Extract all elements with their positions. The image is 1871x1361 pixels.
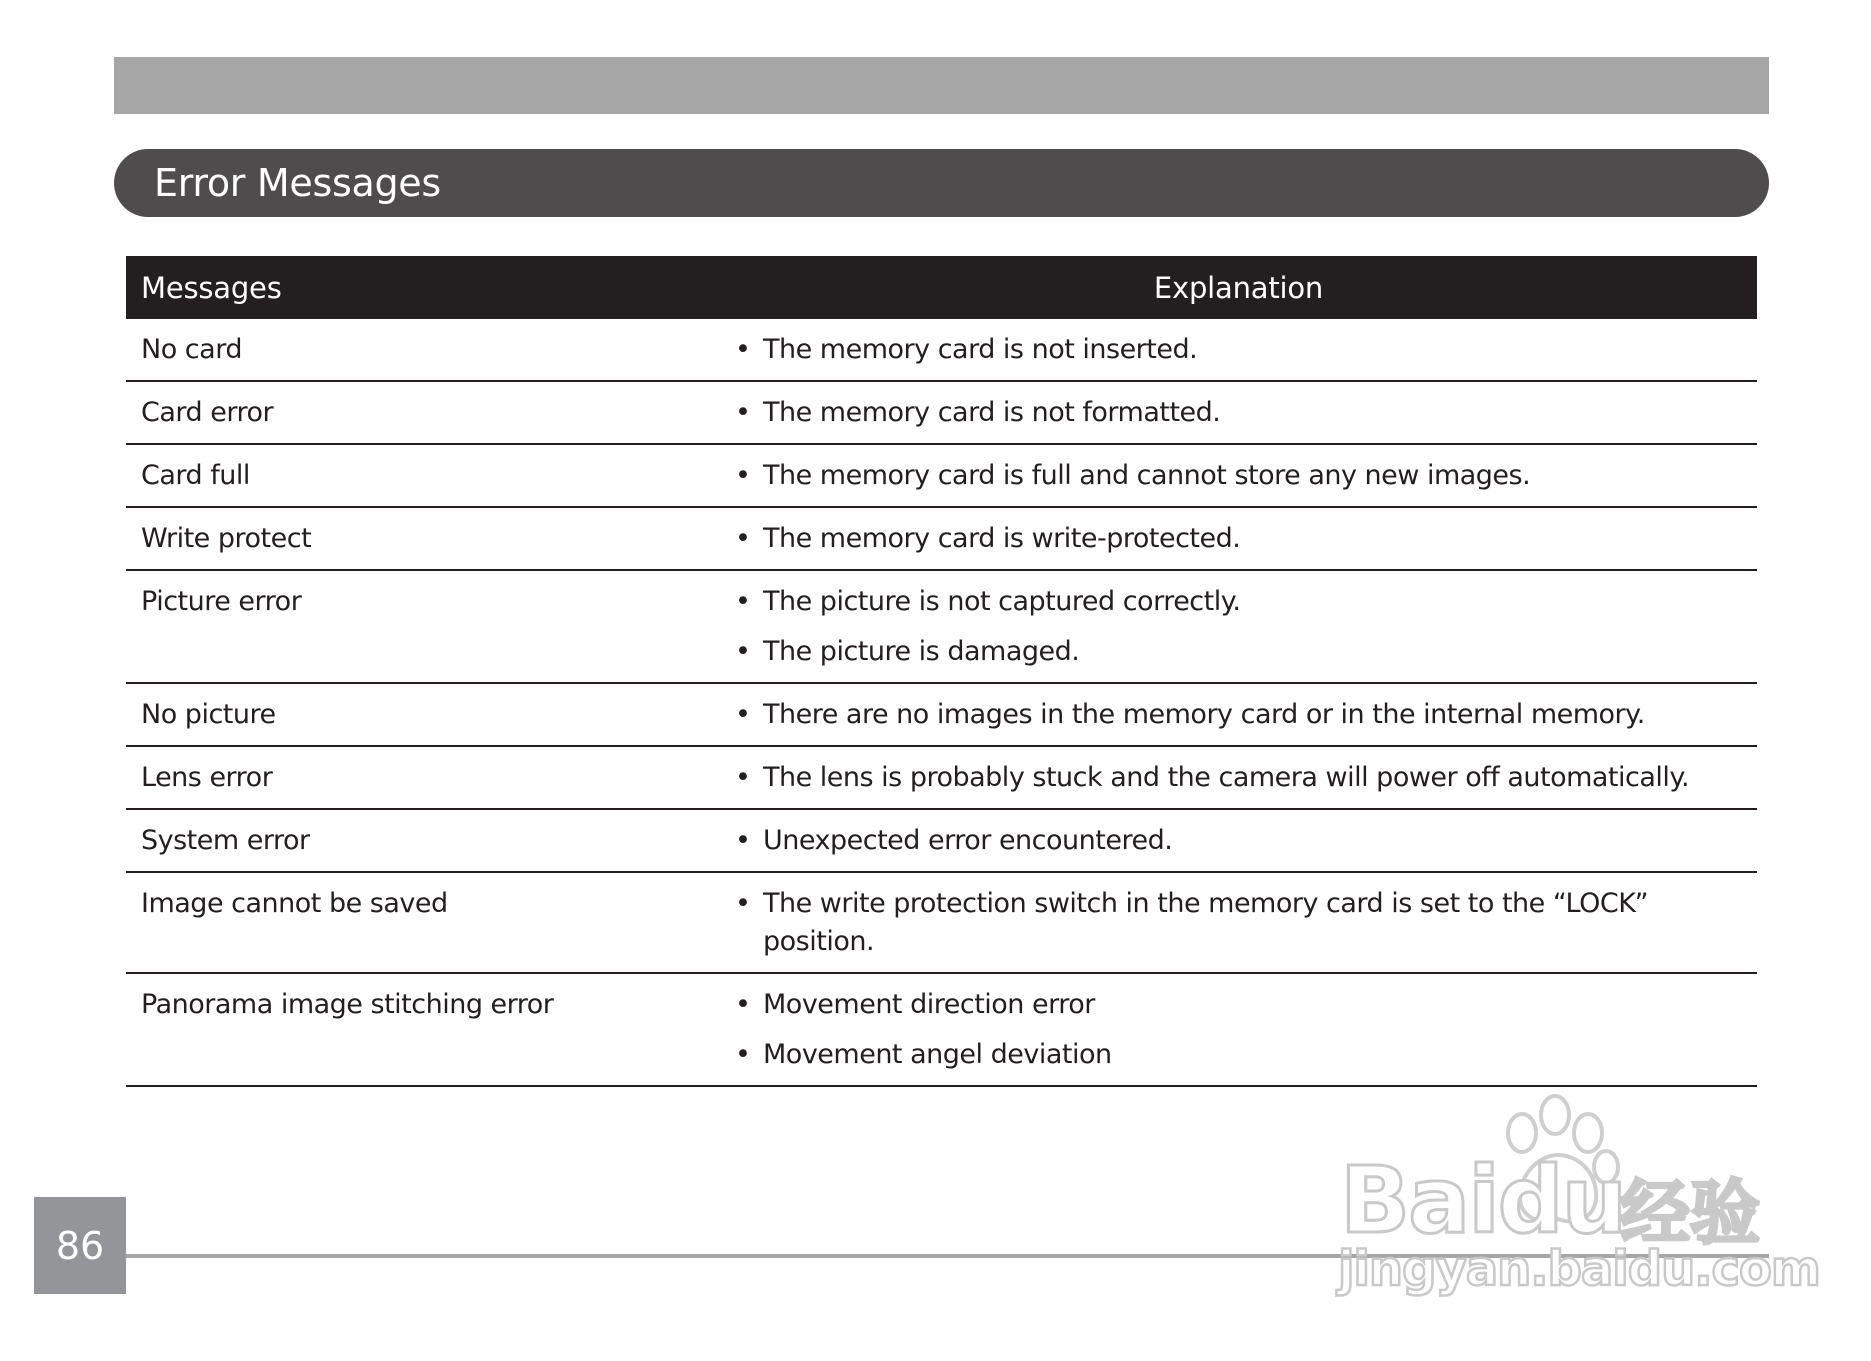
page-number-box	[34, 1197, 126, 1294]
explanation-item	[735, 759, 1742, 797]
explanation-cell	[720, 507, 1757, 570]
explanation-item	[735, 633, 1742, 671]
table-row	[126, 570, 1757, 683]
explanation-item	[735, 331, 1742, 369]
table-row	[126, 444, 1757, 507]
explanation-text: The picture is not captured correctly.	[763, 586, 1241, 617]
error-messages-table	[126, 256, 1757, 1087]
explanation-text: Unexpected error encountered.	[763, 825, 1173, 856]
explanation-list	[735, 457, 1742, 495]
table-body	[126, 319, 1757, 1086]
explanation-list	[735, 759, 1742, 797]
table-row	[126, 809, 1757, 872]
watermark-chinese: 经验	[1620, 1172, 1760, 1254]
explanation-item	[735, 696, 1742, 734]
baidu-watermark	[1330, 1085, 1820, 1305]
explanation-item	[735, 1036, 1742, 1074]
explanation-text: Movement angel deviation	[763, 1039, 1112, 1070]
explanation-list	[735, 394, 1742, 432]
table-row	[126, 507, 1757, 570]
explanation-cell	[720, 444, 1757, 507]
section-title: Error Messages	[154, 161, 441, 205]
explanation-item	[735, 986, 1742, 1024]
explanation-text: The lens is probably stuck and the camera will power off automatically.	[763, 762, 1690, 793]
explanation-item	[735, 885, 1742, 961]
message-cell: Card full	[126, 444, 720, 507]
explanation-list	[735, 331, 1742, 369]
bullet-icon: •	[735, 699, 751, 730]
table-row	[126, 381, 1757, 444]
explanation-item	[735, 457, 1742, 495]
message-cell: Picture error	[126, 570, 720, 683]
column-header-explanation: Explanation	[720, 256, 1757, 319]
message-cell: No card	[126, 319, 720, 381]
explanation-cell	[720, 872, 1757, 973]
bullet-icon: •	[735, 460, 751, 491]
table-row	[126, 319, 1757, 381]
bullet-icon: •	[735, 523, 751, 554]
message-cell: Card error	[126, 381, 720, 444]
message-cell: No picture	[126, 683, 720, 746]
explanation-text: The write protection switch in the memory card is set to the “LOCK” position.	[763, 888, 1649, 957]
explanation-list	[735, 583, 1742, 671]
explanation-text: The memory card is not formatted.	[763, 397, 1221, 428]
explanation-list	[735, 520, 1742, 558]
table-row	[126, 746, 1757, 809]
table-row	[126, 872, 1757, 973]
bullet-icon: •	[735, 762, 751, 793]
watermark-brand: Baidu	[1340, 1147, 1626, 1254]
explanation-cell	[720, 381, 1757, 444]
explanation-cell	[720, 319, 1757, 381]
column-header-messages: Messages	[126, 256, 720, 319]
explanation-list	[735, 696, 1742, 734]
explanation-cell	[720, 973, 1757, 1086]
explanation-text: The memory card is write-protected.	[763, 523, 1241, 554]
explanation-list	[735, 885, 1742, 961]
bullet-icon: •	[735, 397, 751, 428]
message-cell: Write protect	[126, 507, 720, 570]
explanation-cell	[720, 683, 1757, 746]
message-cell: System error	[126, 809, 720, 872]
bullet-icon: •	[735, 586, 751, 617]
table-row	[126, 973, 1757, 1086]
bullet-icon: •	[735, 989, 751, 1020]
bullet-icon: •	[735, 636, 751, 667]
bullet-icon: •	[735, 825, 751, 856]
explanation-list	[735, 822, 1742, 860]
message-cell: Lens error	[126, 746, 720, 809]
explanation-text: Movement direction error	[763, 989, 1095, 1020]
bullet-icon: •	[735, 888, 751, 919]
message-cell: Panorama image stitching error	[126, 973, 720, 1086]
page-number: 86	[55, 1223, 105, 1268]
table-row	[126, 683, 1757, 746]
explanation-text: The memory card is full and cannot store any new images.	[763, 460, 1531, 491]
bullet-icon: •	[735, 334, 751, 365]
explanation-list	[735, 986, 1742, 1074]
top-gray-bar	[114, 57, 1769, 114]
message-cell: Image cannot be saved	[126, 872, 720, 973]
explanation-cell	[720, 570, 1757, 683]
bullet-icon: •	[735, 1039, 751, 1070]
explanation-text: There are no images in the memory card or in the internal memory.	[763, 699, 1645, 730]
explanation-cell	[720, 746, 1757, 809]
explanation-text: The memory card is not inserted.	[763, 334, 1198, 365]
section-header	[114, 149, 1769, 217]
watermark-url: jingyan.baidu.com	[1338, 1241, 1820, 1297]
explanation-text: The picture is damaged.	[763, 636, 1080, 667]
explanation-item	[735, 822, 1742, 860]
explanation-item	[735, 583, 1742, 621]
explanation-cell	[720, 809, 1757, 872]
table-header-row	[126, 256, 1757, 319]
explanation-item	[735, 520, 1742, 558]
explanation-item	[735, 394, 1742, 432]
